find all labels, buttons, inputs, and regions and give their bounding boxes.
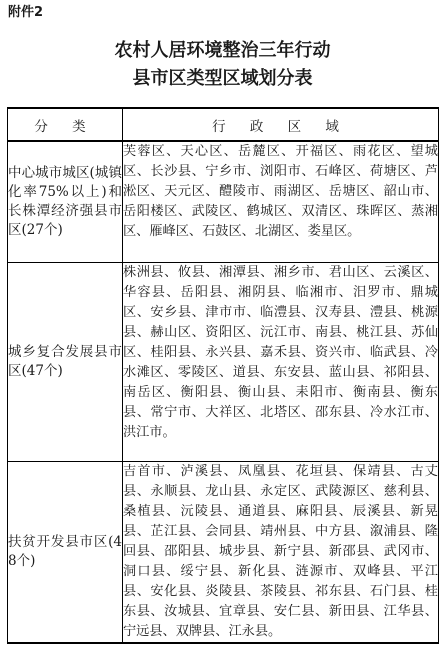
regions-cell: 株洲县、攸县、湘潭县、湘乡市、君山区、云溪区、华容县、岳阳县、湘阴县、临湘市、汨罗市、鼎城区、安乡县、津市市、临澧县、汉寿县、澧县、桃源县、赫山区、资阳区、沅江市、南县、桃江县、苏仙区、桂阳县、永兴县、嘉禾县、资兴市、临武县、冷水滩区、零陵区、道县、东安县、蓝山县、祁阳县、南岳区、衡阳县、衡山县、耒阳市、衡南县、衡东县、常宁市、大祥区、北塔区、邵东县、冷水江市、洪江市。 — [123, 263, 439, 462]
header-regions: 行 政 区 域 — [123, 108, 439, 141]
regions-cell: 吉首市、泸溪县、凤凰县、花垣县、保靖县、古丈县、永顺县、龙山县、永定区、武陵源区、慈利县、桑植县、沅陵县、通道县、麻阳县、辰溪县、新晃县、芷江县、会同县、靖州县、中方县、溆浦县、隆回县、邵阳县、城步县、新宁县、新邵县、武冈市、洞口县、绥宁县、新化县、涟源市、双峰县、平江县、安化县、炎陵县、茶陵县、祁东县、石门县、桂东县、汝城县、宜章县、安仁县、新田县、江华县、宁远县、双牌县、江永县。 — [123, 462, 439, 644]
table-header-row — [8, 108, 439, 141]
header-category: 分 类 — [8, 108, 123, 141]
table-row — [8, 141, 439, 263]
table-row — [8, 263, 439, 462]
category-cell: 城乡复合发展县市区(47个) — [8, 263, 123, 462]
document-title-line-1: 农村人居环境整治三年行动 — [114, 40, 331, 61]
attachment-label: 附件2 — [8, 5, 44, 20]
document-title-line-2: 县市区类型区域划分表 — [132, 68, 313, 89]
category-cell: 中心城市城区(城镇化率75%以上)和长株潭经济强县市区(27个) — [8, 141, 123, 263]
category-cell: 扶贫开发县市区(48个) — [8, 462, 123, 644]
table-row — [8, 462, 439, 644]
region-classification-table — [7, 107, 439, 644]
regions-cell: 芙蓉区、天心区、岳麓区、开福区、雨花区、望城区、长沙县、宁乡市、浏阳市、石峰区、荷塘区、芦淞区、天元区、醴陵市、雨湖区、岳塘区、韶山市、岳阳楼区、武陵区、鹤城区、双清区、珠晖区、蒸湘区、雁峰区、石鼓区、北湖区、娄星区。 — [123, 141, 439, 263]
